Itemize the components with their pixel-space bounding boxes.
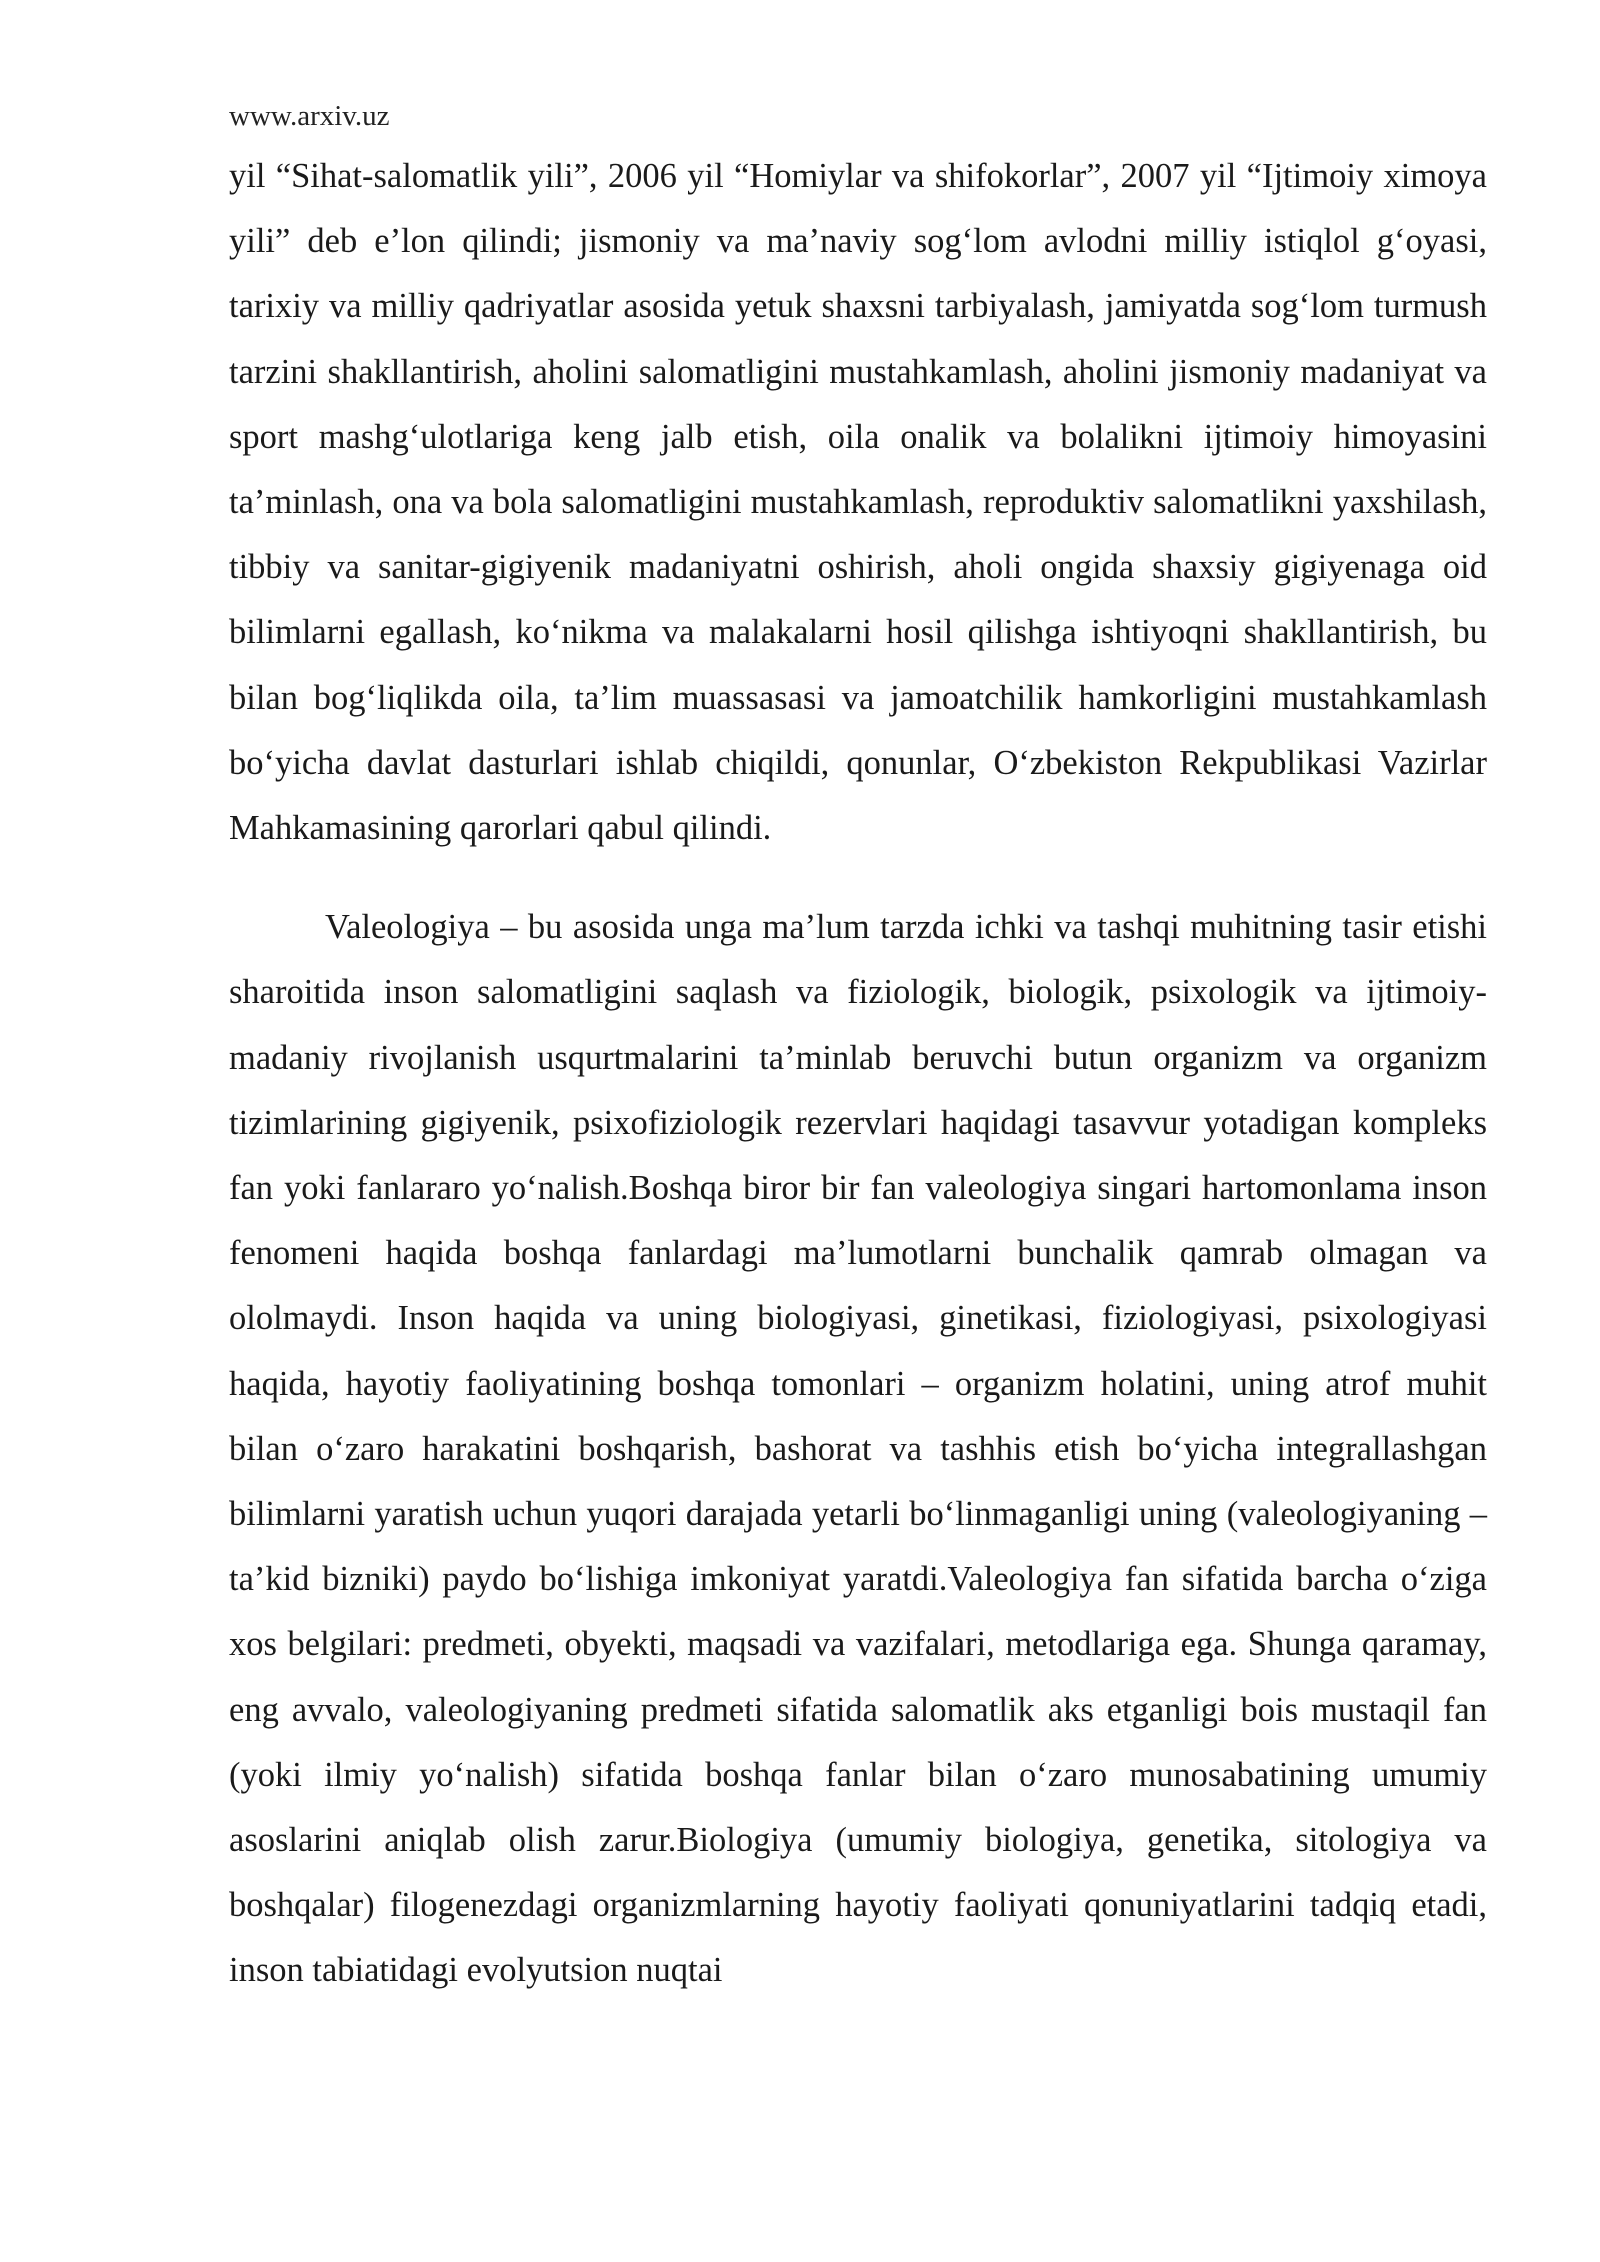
header-url: www.arxiv.uz xyxy=(229,100,390,132)
paragraph-1: yil “Sihat-salomatlik yili”, 2006 yil “Homiylar va shifokorlar”, 2007 yil “Ijtimoiy ximoya yili” deb e’lon qilindi; jismoniy va ma’naviy sog‘lom avlodni milliy istiqlol g‘oyasi, tarixiy va milliy qadriyatlar asosida yetuk shaxsni tarbiyalash, jamiyatda sog‘lom turmush tarzini shakllantirish, aholini salomatligini mustahkamlash, aholini jismoniy madaniyat va sport mashg‘ulotlariga keng jalb etish, oila onalik va bolalikni ijtimoiy himoyasini ta’minlash, ona va bola salomatligini mustahkamlash, reproduktiv salomatlikni yaxshilash, tibbiy va sanitar-gigiyenik madaniyatni oshirish, aholi ongida shaxsiy gigiyenaga oid bilimlarni egallash, ko‘nikma va malakalarni hosil qilishga ishtiyoqni shakllantirish, bu bilan bog‘liqlikda oila, ta’lim muassasasi va jamoatchilik hamkorligini mustahkamlash bo‘yicha davlat dasturlari ishlab chiqildi, qonunlar, O‘zbekiston Rekpublikasi Vazirlar Mahkamasining qarorlari qabul qilindi. xyxy=(229,157,1487,848)
paragraph-2: Valeologiya – bu asosida unga ma’lum tarzda ichki va tashqi muhitning tasir etishi sharoitida inson salomatligini saqlash va fiziologik, biologik, psixologik va ijtimoiy-madaniy rivojlanish usqurtmalarini ta’minlab beruvchi butun organizm va organizm tizimlarining gigiyenik, psixofiziologik rezervlari haqidagi tasavvur yotadigan kompleks fan yoki fanlararo yo‘nalish.Boshqa biror bir fan valeologiya singari hartomonlama inson fenomeni haqida boshqa fanlardagi ma’lumotlarni bunchalik qamrab olmagan va ololmaydi. Inson haqida va uning biologiyasi, ginetikasi, fiziologiyasi, psixologiyasi haqida, hayotiy faoliyatining boshqa tomonlari – organizm holatini, uning atrof muhit bilan o‘zaro harakatini boshqarish, bashorat va tashhis etish bo‘yicha integrallashgan bilimlarni yaratish uchun yuqori darajada yetarli bo‘linmaganligi uning (valeologiyaning – ta’kid bizniki) paydo bo‘lishiga imkoniyat yaratdi.Valeologiya fan sifatida barcha o‘ziga xos belgilari: predmeti, obyekti, maqsadi va vazifalari, metodlariga ega. Shunga qaramay, eng avvalo, valeologiyaning predmeti sifatida salomatlik aks etganligi bois mustaqil fan (yoki ilmiy yo‘nalish) sifatida boshqa fanlar bilan o‘zaro munosabatining umumiy asoslarini aniqlab olish zarur.Biologiya (umumiy biologiya, genetika, sitologiya va boshqalar) filogenezdagi organizmlarning hayotiy faoliyati qonuniyatlarini tadqiq etadi, inson tabiatidagi evolyutsion nuqtai xyxy=(229,908,1487,1990)
document-body xyxy=(229,144,1487,2004)
